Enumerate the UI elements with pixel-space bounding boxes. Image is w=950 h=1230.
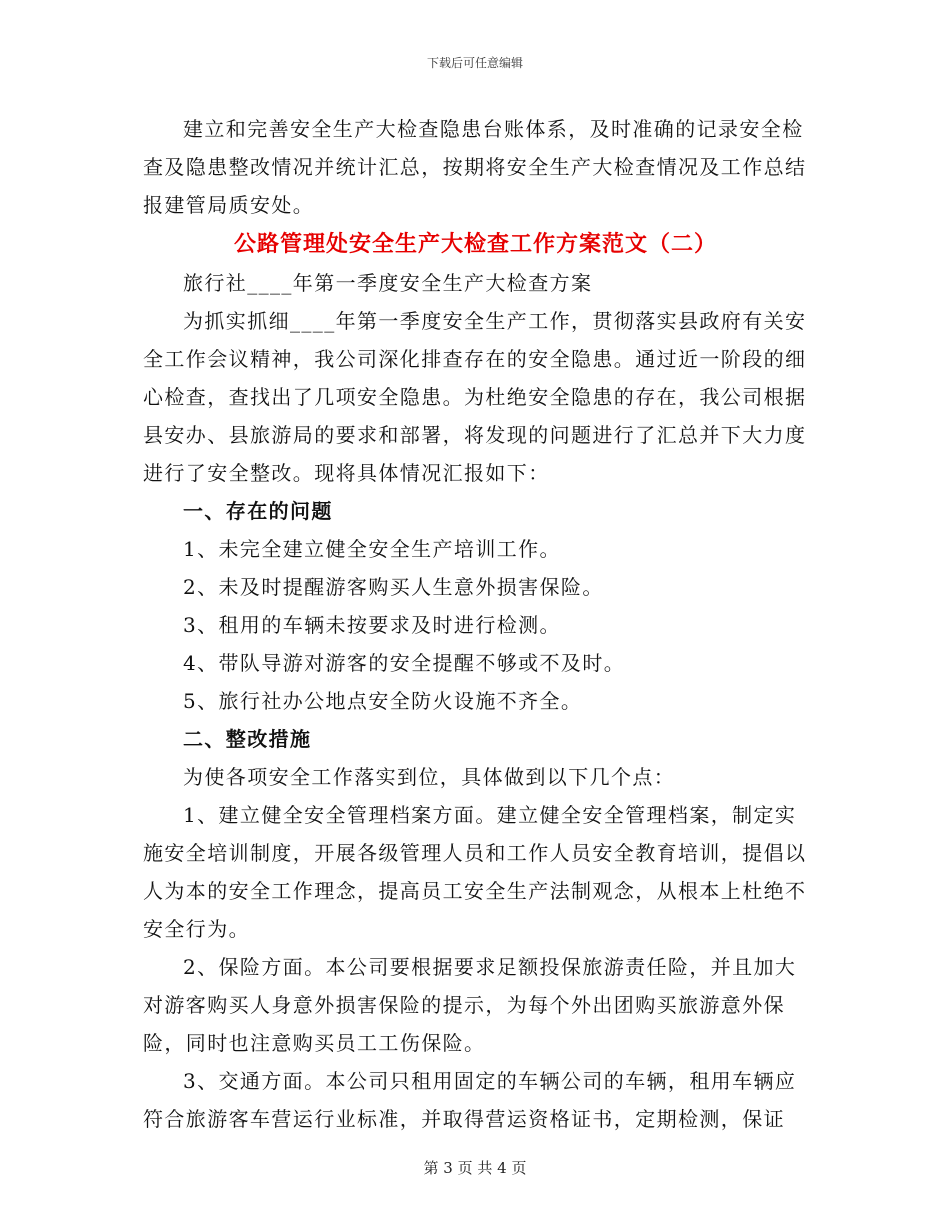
intro-paragraph: 建立和完善安全生产大检查隐患台账体系，及时准确的记录安全检查及隐患整改情况并统计汇总，按期将安全生产大检查情况及工作总结报建管局质安处。 <box>143 117 807 217</box>
section-title-problems: 一、存在的问题 <box>183 499 333 523</box>
section-title-measures: 二、整改措施 <box>183 727 312 751</box>
problem-item: 1、未完全建立健全安全生产培训工作。 <box>183 537 561 561</box>
article-title: 公路管理处安全生产大检查工作方案范文（二） <box>233 231 717 257</box>
opening-paragraph: 为抓实抓细____年第一季度安全生产工作，贯彻落实县政府有关安全工作会议精神，我公司深化排查存在的安全隐患。通过近一阶段的细心检查，查找出了几项安全隐患。为杜绝安全隐患的存在，我公司根据县安办、县旅游局的要求和部署，将发现的问题进行了汇总并下大力度进行了安全整改。现将具体情况汇报如下： <box>143 309 807 485</box>
page-footer: 第 3 页 共 4 页 <box>423 1159 527 1177</box>
problem-item: 3、租用的车辆未按要求及时进行检测。 <box>183 613 561 637</box>
document-body <box>143 110 808 1138</box>
measure-paragraph: 2、保险方面。本公司要根据要求足额投保旅游责任险，并且加大对游客购买人身意外损害保险的提示，为每个外出团购买旅游意外保险，同时也注意购买员工工伤保险。 <box>143 955 797 1055</box>
measure-paragraph: 1、建立健全安全管理档案方面。建立健全安全管理档案，制定实施安全培训制度，开展各级管理人员和工作人员安全教育培训，提倡以人为本的安全工作理念，提高员工安全生产法制观念，从根本上杜绝不安全行为。 <box>143 803 807 941</box>
subtitle-line: 旅行社____年第一季度安全生产大检查方案 <box>183 271 593 295</box>
measures-intro: 为使各项安全工作落实到位，具体做到以下几个点： <box>183 765 676 789</box>
header-note: 下载后可任意编辑 <box>426 56 523 70</box>
problem-item: 4、带队导游对游客的安全提醒不够或不及时。 <box>183 651 626 675</box>
measure-paragraph: 3、交通方面。本公司只租用固定的车辆公司的车辆，租用车辆应符合旅游客车营运行业标准，并取得营运资格证书，定期检测，保证 <box>143 1069 797 1131</box>
problem-item: 2、未及时提醒游客购买人生意外损害保险。 <box>183 575 604 599</box>
problem-item: 5、旅行社办公地点安全防火设施不齐全。 <box>183 689 583 713</box>
